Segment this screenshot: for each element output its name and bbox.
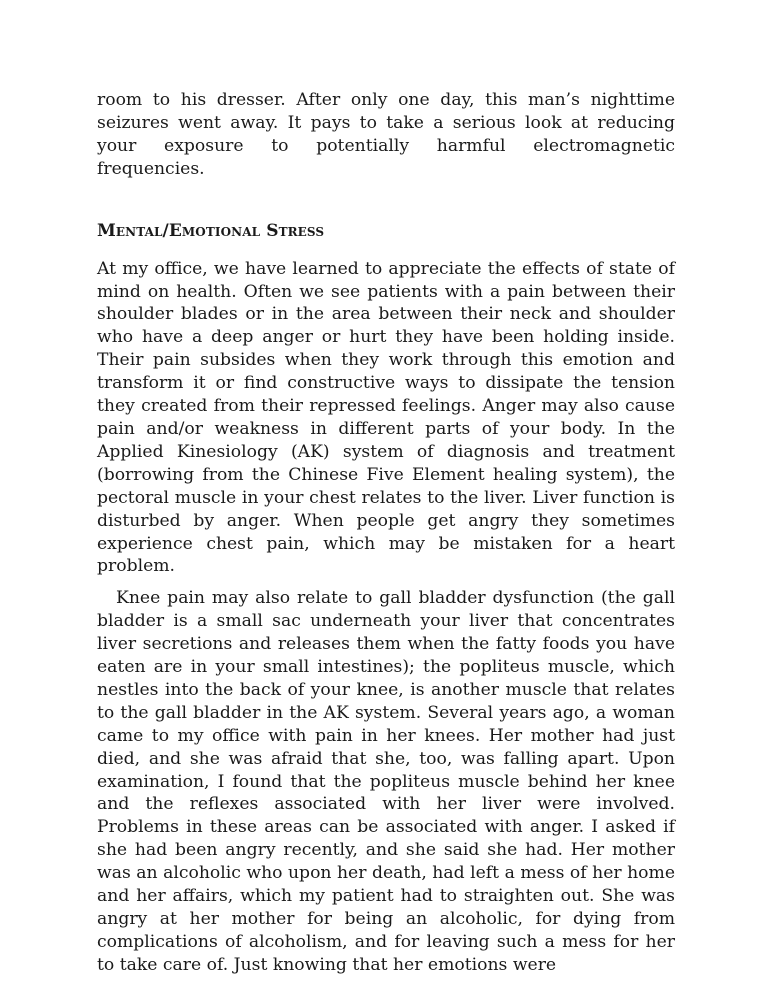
section-heading: Mental/Emotional Stress (97, 220, 325, 241)
paragraph-continued: room to his dresser. After only one day, this man’s nighttime seizures went away. It pays to take a serious look at reducing your exposure to potentially harmful electromagnetic frequencies. (97, 90, 675, 179)
paragraph-1: At my office, we have learned to appreciate the effects of state of mind on health. Often we see patients with a pain between their shoulder blades or in the area between their neck and shoulder who have a deep anger or hurt they have been holding inside. Their pain subsides when they work through this emotion and transform it or find constructive ways to dissipate the tension they created from their repressed feelings. Anger may also cause pain and/or weakness in different parts of your body. In the Applied Kinesiology (AK) system of diagnosis and treatment (borrowing from the Chinese Five Element healing system), the pectoral muscle in your chest relates to the liver. Liver function is disturbed by anger. When people get angry they sometimes experience chest pain, which may be mistaken for a heart problem. (97, 258, 675, 577)
paragraph-2: Knee pain may also relate to gall bladder dysfunction (the gall bladder is a small sac underneath your liver that concentrates liver secretions and releases them when the fatty foods you have eaten are in your small intestines); the popliteus muscle, which nestles into the back of your knee, is another muscle that relates to the gall bladder in the AK system. Several years ago, a woman came to my office with pain in her knees. Her mother had just died, and she was afraid that she, too, was falling apart. Upon examination, I found that the popliteus muscle behind her knee and the reflexes associated with her liver were involved. Problems in these areas can be associated with anger. I asked if she had been angry recently, and she said she had. Her mother was an alcoholic who upon her death, had left a mess of her home and her affairs, which my patient had to straighten out. She was angry at her mother for being an alcoholic, for dying from complications of alcoholism, and for leaving such a mess for her to take care of. Just knowing that her emotions were (97, 588, 675, 975)
document-page (97, 89, 675, 977)
